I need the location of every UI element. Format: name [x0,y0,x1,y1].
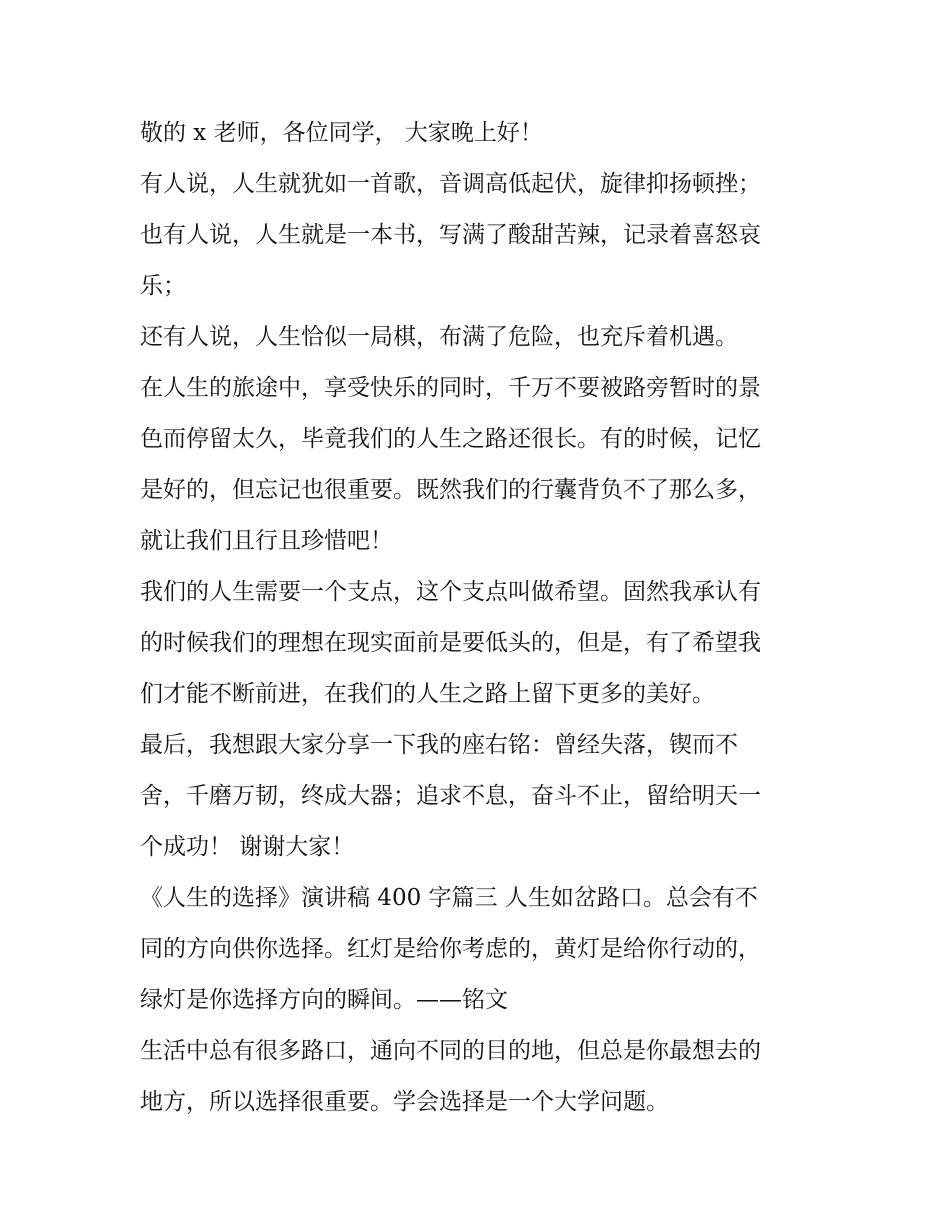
text-line: 有人说，人生就犹如一首歌，音调高低起伏，旋律抑扬顿挫； [140,171,761,197]
text-line: 我们的人生需要一个支点，这个支点叫做希望。固然我承认有 [140,579,761,605]
text-line: 乐； [140,273,186,299]
text-line: 也有人说，人生就是一本书，写满了酸甜苦辣，记录着喜怒哀 [140,222,761,248]
text-line: 色而停留太久，毕竟我们的人生之路还很长。有的时候，记忆 [140,426,761,452]
text-line: 敬的 x 老师，各位同学， 大家晚上好！ [140,120,543,146]
text-line: 是好的，但忘记也很重要。既然我们的行囊背负不了那么多， [140,477,761,503]
text-line: 舍，千磨万韧，终成大器；追求不息，奋斗不止，留给明天一 [140,783,761,809]
text-line: 在人生的旅途中，享受快乐的同时，千万不要被路旁暂时的景 [140,375,761,401]
text-line: 生活中总有很多路口，通向不同的目的地，但总是你最想去的 [140,1038,761,1064]
text-line: 还有人说，人生恰似一局棋，布满了危险，也充斥着机遇。 [140,324,738,350]
text-line: 同的方向供你选择。红灯是给你考虑的，黄灯是给你行动的， [140,936,761,962]
text-line: 就让我们且行且珍惜吧！ [140,528,393,554]
text-line: 的时候我们的理想在现实面前是要低头的，但是，有了希望我 [140,630,761,656]
document-body [140,108,820,1128]
text-line: 最后，我想跟大家分享一下我的座右铭：曾经失落，锲而不 [140,732,738,758]
text-line: 绿灯是你选择方向的瞬间。——铭文 [140,987,508,1013]
text-line: 们才能不断前进，在我们的人生之路上留下更多的美好。 [140,681,715,707]
text-line: 个成功！ 谢谢大家！ [140,834,355,860]
text-line: 《人生的选择》演讲稿 400 字篇三 人生如岔路口。总会有不 [140,885,758,911]
text-line: 地方，所以选择很重要。学会选择是一个大学问题。 [140,1089,669,1115]
